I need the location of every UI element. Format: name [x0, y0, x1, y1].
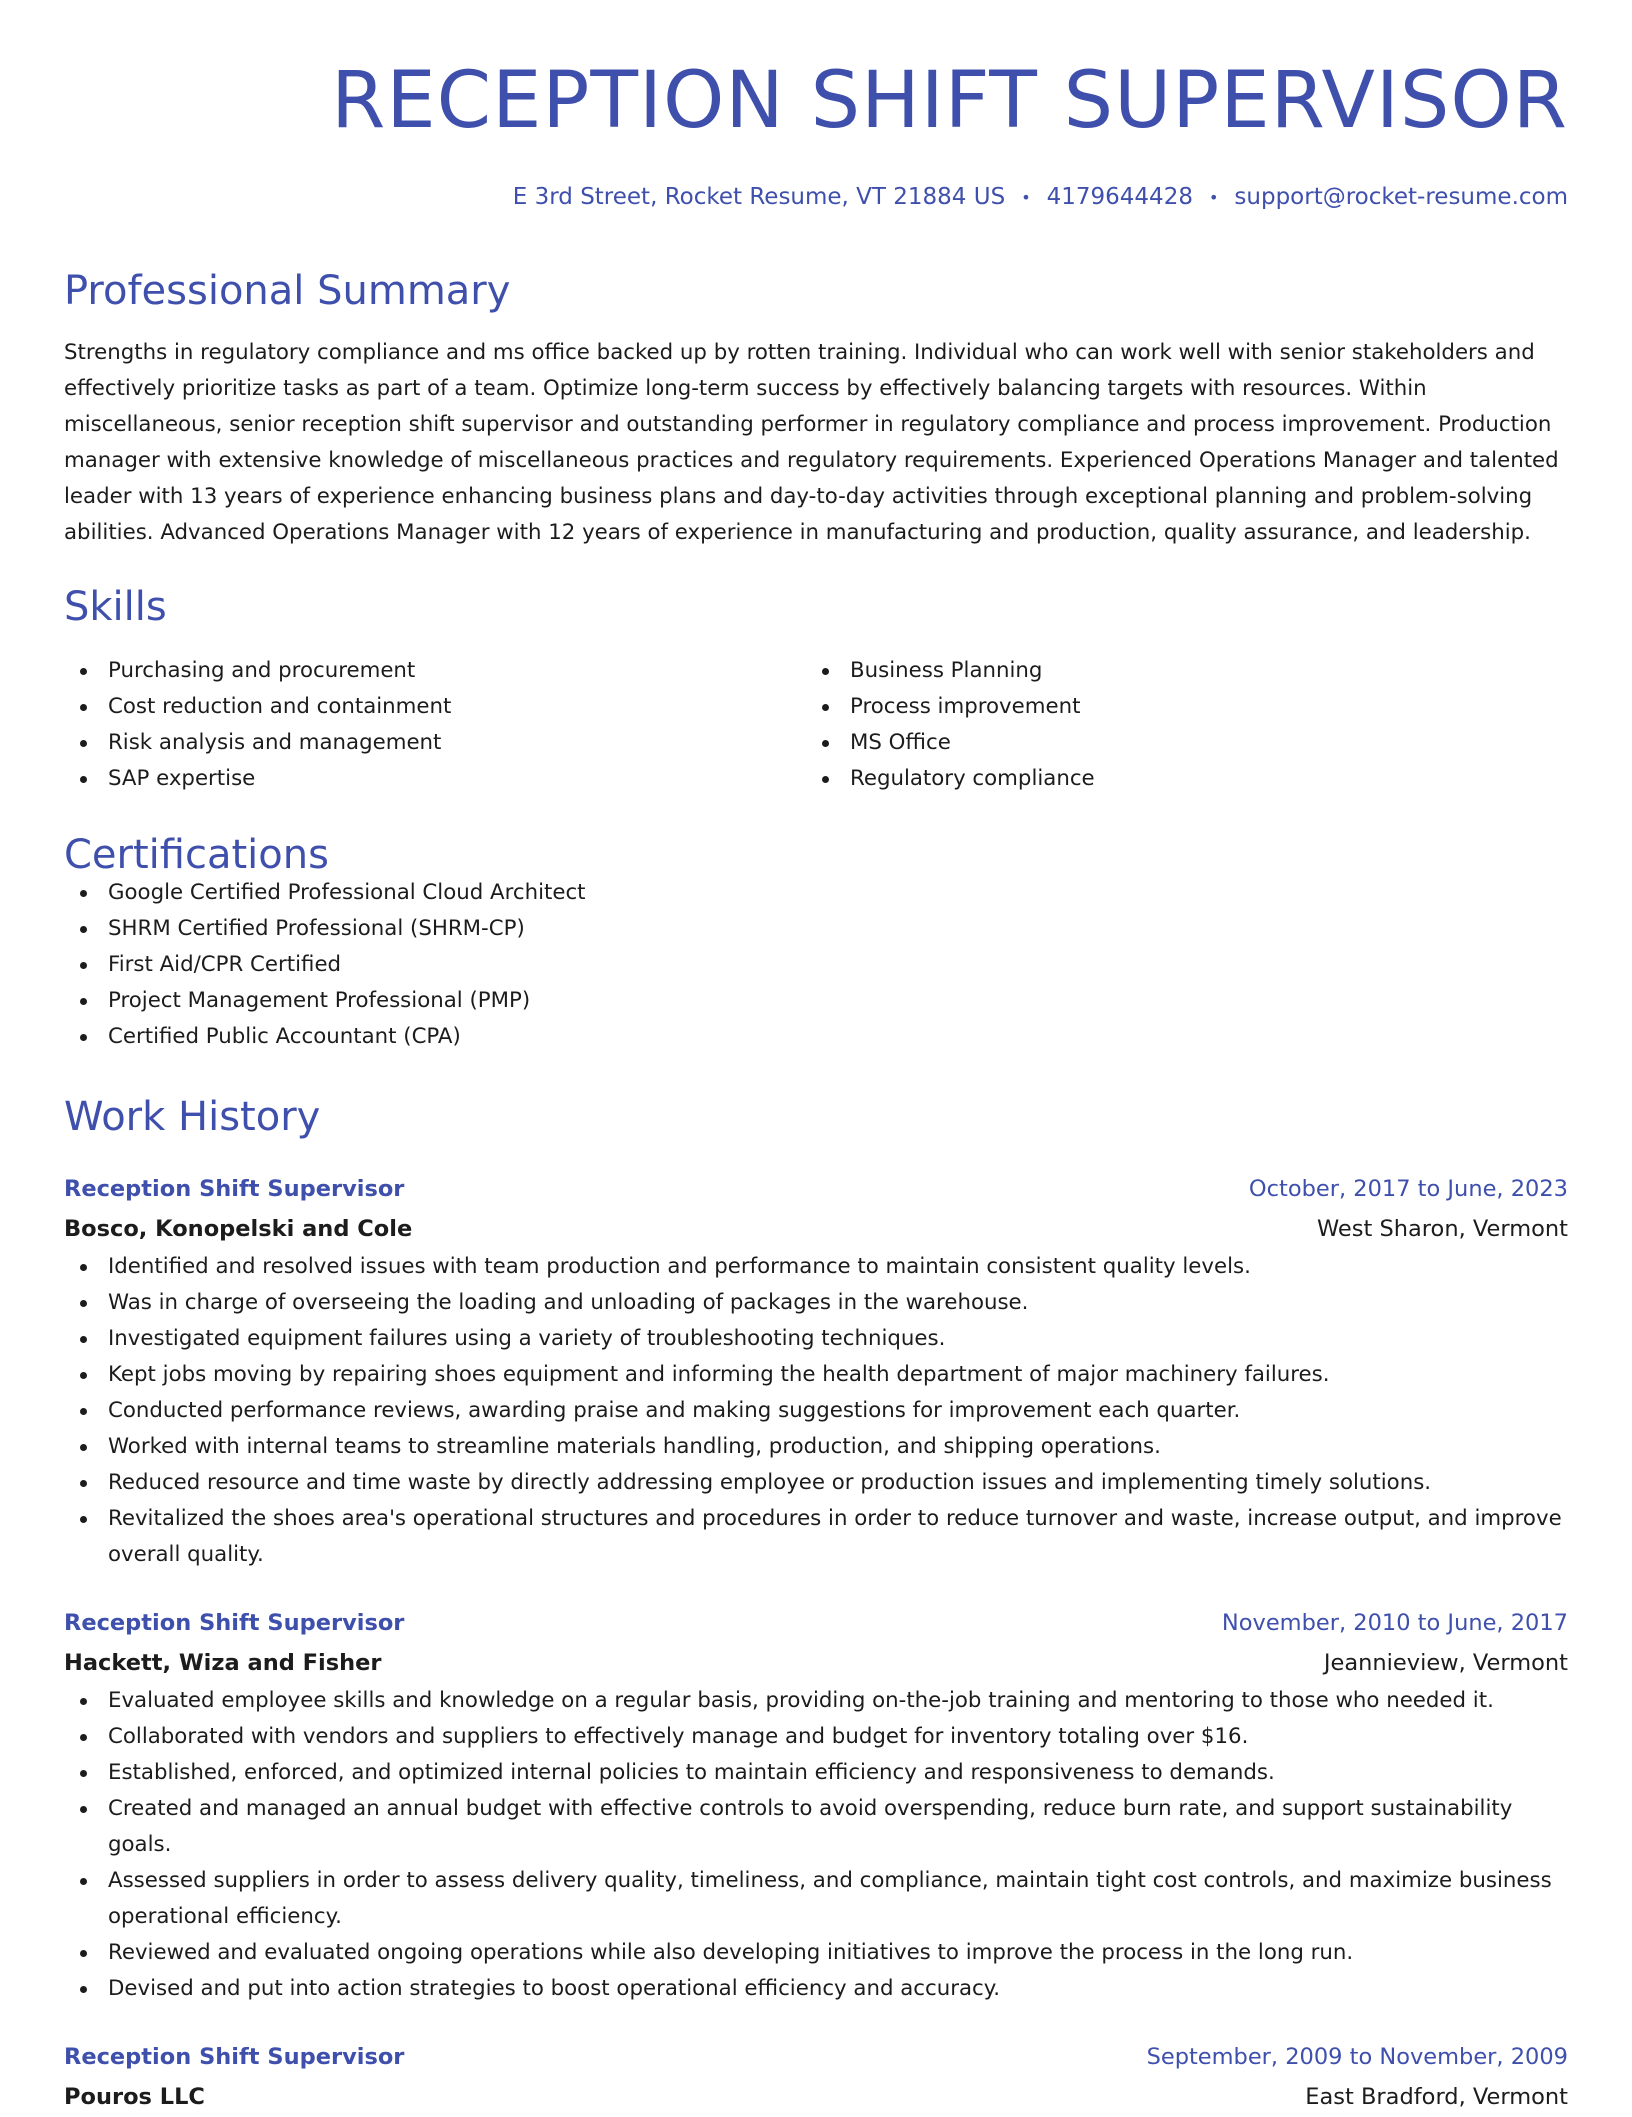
certification-item: Certified Public Accountant (CPA) [64, 1019, 1568, 1055]
certifications-list [64, 875, 1568, 1055]
skill-item: SAP expertise [64, 761, 806, 797]
job-bullet: Revitalized the shoes area's operational structures and procedures in order to reduce turnover and waste, increase output, and improve overall quality. [64, 1501, 1568, 1573]
contact-address: E 3rd Street, Rocket Resume, VT 21884 US [512, 184, 1006, 210]
job-subheader [64, 1209, 1568, 1249]
job-bullet: Worked with internal teams to streamline materials handling, production, and shipping operations. [64, 1429, 1568, 1465]
job-company: Hackett, Wiza and Fisher [64, 1650, 382, 1676]
job-subheader [64, 2077, 1568, 2117]
job-company: Pouros LLC [64, 2084, 205, 2110]
job-bullet: Assessed suppliers in order to assess delivery quality, timeliness, and compliance, maintain tight cost controls, and maximize business operational efficiency. [64, 1863, 1568, 1935]
contact-phone: 4179644428 [1046, 184, 1193, 210]
contact-email: support@rocket-resume.com [1234, 184, 1568, 210]
job-bullet: Collaborated with vendors and suppliers to effectively manage and budget for inventory totaling over $16. [64, 1719, 1568, 1755]
job-subheader [64, 1643, 1568, 1683]
certification-item: Google Certified Professional Cloud Architect [64, 875, 1568, 911]
skills-list-right [806, 653, 1548, 797]
job-bullet: Established, enforced, and optimized internal policies to maintain efficiency and responsiveness to demands. [64, 1755, 1568, 1791]
certifications-heading: Certifications [64, 832, 329, 878]
job-bullet: Conducted performance reviews, awarding praise and making suggestions for improvement each quarter. [64, 1393, 1568, 1429]
skill-item: Cost reduction and containment [64, 689, 806, 725]
skills-list-left [64, 653, 806, 797]
job-bullet: Evaluated employee skills and knowledge on a regular basis, providing on-the-job training and mentoring to those who needed it. [64, 1683, 1568, 1719]
job-dates: October, 2017 to June, 2023 [1248, 1176, 1568, 1202]
job-bullet: Reduced resource and time waste by directly addressing employee or production issues and implementing timely solutions. [64, 1465, 1568, 1501]
certification-item: First Aid/CPR Certified [64, 947, 1568, 983]
job-title: Reception Shift Supervisor [64, 1610, 405, 1636]
job-bullets [64, 1683, 1568, 2007]
resume-page [64, 0, 1568, 2117]
job-entry [64, 1603, 1568, 2007]
certification-item: SHRM Certified Professional (SHRM-CP) [64, 911, 1568, 947]
job-bullet: Reviewed and evaluated ongoing operations while also developing initiatives to improve the process in the long run. [64, 1935, 1568, 1971]
job-bullet: Identified and resolved issues with team production and performance to maintain consistent quality levels. [64, 1249, 1568, 1285]
contact-line [64, 186, 1568, 209]
job-header [64, 1603, 1568, 1643]
job-header [64, 1169, 1568, 1209]
job-bullet: Kept jobs moving by repairing shoes equipment and informing the health department of major machinery failures. [64, 1357, 1568, 1393]
skills-heading: Skills [64, 584, 167, 630]
summary-heading: Professional Summary [64, 268, 511, 314]
skills-column-right [806, 653, 1548, 797]
job-entry [64, 2037, 1568, 2117]
job-bullet: Created and managed an annual budget with effective controls to avoid overspending, reduce burn rate, and support sustainability goals. [64, 1791, 1568, 1863]
summary-text: Strengths in regulatory compliance and ms office backed up by rotten training. Individual who can work well with senior stakeholders and effectively prioritize tasks as part of a team. Optimize long-term success by effectively balancing targets with resources. Within miscellaneous, senior reception shift supervisor and outstanding performer in regulatory compliance and process improvement. Production manager with extensive knowledge of miscellaneous practices and regulatory requirements. Experienced Operations Manager and talented leader with 13 years of experience enhancing business plans and day-to-day activities through exceptional planning and problem-solving abilities. Advanced Operations Manager with 12 years of experience in manufacturing and production, quality assurance, and leadership. [64, 340, 1559, 545]
skill-item: Purchasing and procurement [64, 653, 806, 689]
skill-item: Regulatory compliance [806, 761, 1548, 797]
contact-separator: • [1208, 187, 1219, 207]
job-title: Reception Shift Supervisor [64, 1176, 405, 1202]
job-entry [64, 1169, 1568, 1573]
candidate-name: RECEPTION SHIFT SUPERVISOR [331, 56, 1568, 146]
certification-item: Project Management Professional (PMP) [64, 983, 1568, 1019]
job-bullet: Was in charge of overseeing the loading and unloading of packages in the warehouse. [64, 1285, 1568, 1321]
skills-column-left [64, 653, 806, 797]
job-header [64, 2037, 1568, 2077]
job-bullet: Investigated equipment failures using a variety of troubleshooting techniques. [64, 1321, 1568, 1357]
job-bullets [64, 1249, 1568, 1573]
job-company: Bosco, Konopelski and Cole [64, 1216, 413, 1242]
job-dates: November, 2010 to June, 2017 [1221, 1610, 1568, 1636]
work-history-heading: Work History [64, 1094, 321, 1140]
skill-item: Process improvement [806, 689, 1548, 725]
skill-item: Risk analysis and management [64, 725, 806, 761]
skill-item: Business Planning [806, 653, 1548, 689]
job-location: West Sharon, Vermont [1317, 1216, 1568, 1242]
job-bullet: Devised and put into action strategies to boost operational efficiency and accuracy. [64, 1971, 1568, 2007]
job-location: Jeannieview, Vermont [1323, 1650, 1568, 1676]
skill-item: MS Office [806, 725, 1548, 761]
contact-separator: • [1021, 187, 1031, 207]
job-dates: September, 2009 to November, 2009 [1146, 2044, 1568, 2070]
job-location: East Bradford, Vermont [1305, 2084, 1568, 2110]
job-title: Reception Shift Supervisor [64, 2044, 405, 2070]
skills-grid [64, 653, 1568, 797]
